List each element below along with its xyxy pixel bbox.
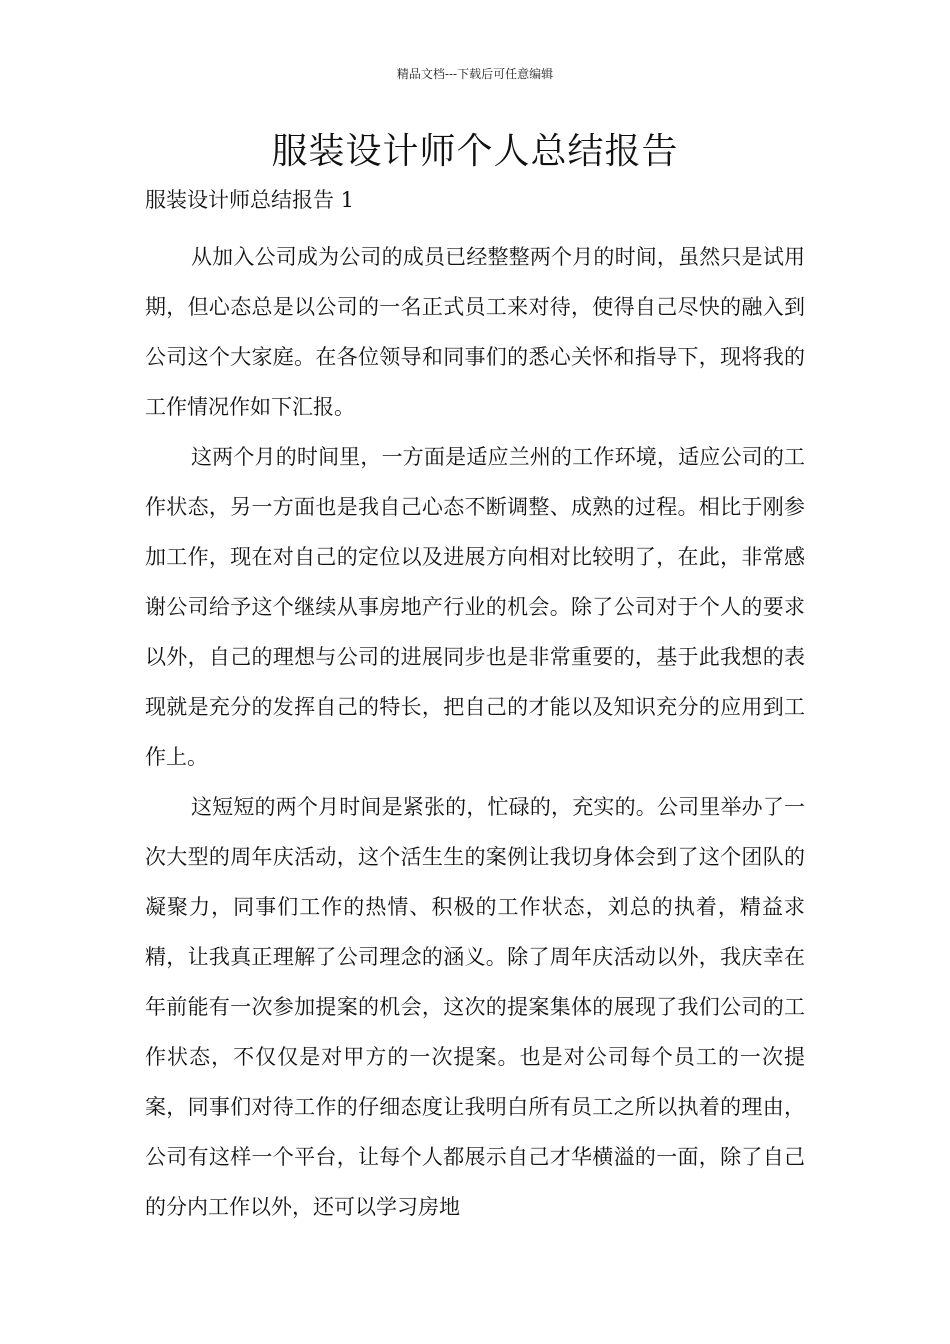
paragraph-3: 这短短的两个月时间是紧张的，忙碌的，充实的。公司里举办了一次大型的周年庆活动，这个活生生的案例让我切身体会到了这个团队的凝聚力，同事们工作的热情、积极的工作状态，刘总的执着，精益求精，让我真正理解了公司理念的涵义。除了周年庆活动以外，我庆幸在年前能有一次参加提案的机会，这次的提案集体的展现了我们公司的工作状态，不仅仅是对甲方的一次提案。也是对公司每个员工的一次提案，同事们对待工作的仔细态度让我明白所有员工之所以执着的理由，公司有这样一个平台，让每个人都展示自己才华横溢的一面，除了自己的分内工作以外，还可以学习房地	[145, 795, 805, 1219]
document-title: 服装设计师个人总结报告	[271, 131, 679, 172]
paragraph-1: 从加入公司成为公司的成员已经整整两个月的时间，虽然只是试用期，但心态总是以公司的一名正式员工来对待，使得自己尽快的融入到公司这个大家庭。在各位领导和同事们的悉心关怀和指导下，现将我的工作情况作如下汇报。	[145, 245, 805, 419]
document-body	[145, 232, 805, 1232]
document-subtitle: 服装设计师总结报告 1	[145, 188, 355, 212]
paragraph-2: 这两个月的时间里，一方面是适应兰州的工作环境，适应公司的工作状态，另一方面也是我自己心态不断调整、成熟的过程。相比于刚参加工作，现在对自己的定位以及进展方向相对比较明了，在此，非常感谢公司给予这个继续从事房地产行业的机会。除了公司对于个人的要求以外，自己的理想与公司的进展同步也是非常重要的，基于此我想的表现就是充分的发挥自己的特长，把自己的才能以及知识充分的应用到工作上。	[145, 445, 805, 769]
header-note: 精品文档---下载后可任意编辑	[396, 67, 554, 81]
